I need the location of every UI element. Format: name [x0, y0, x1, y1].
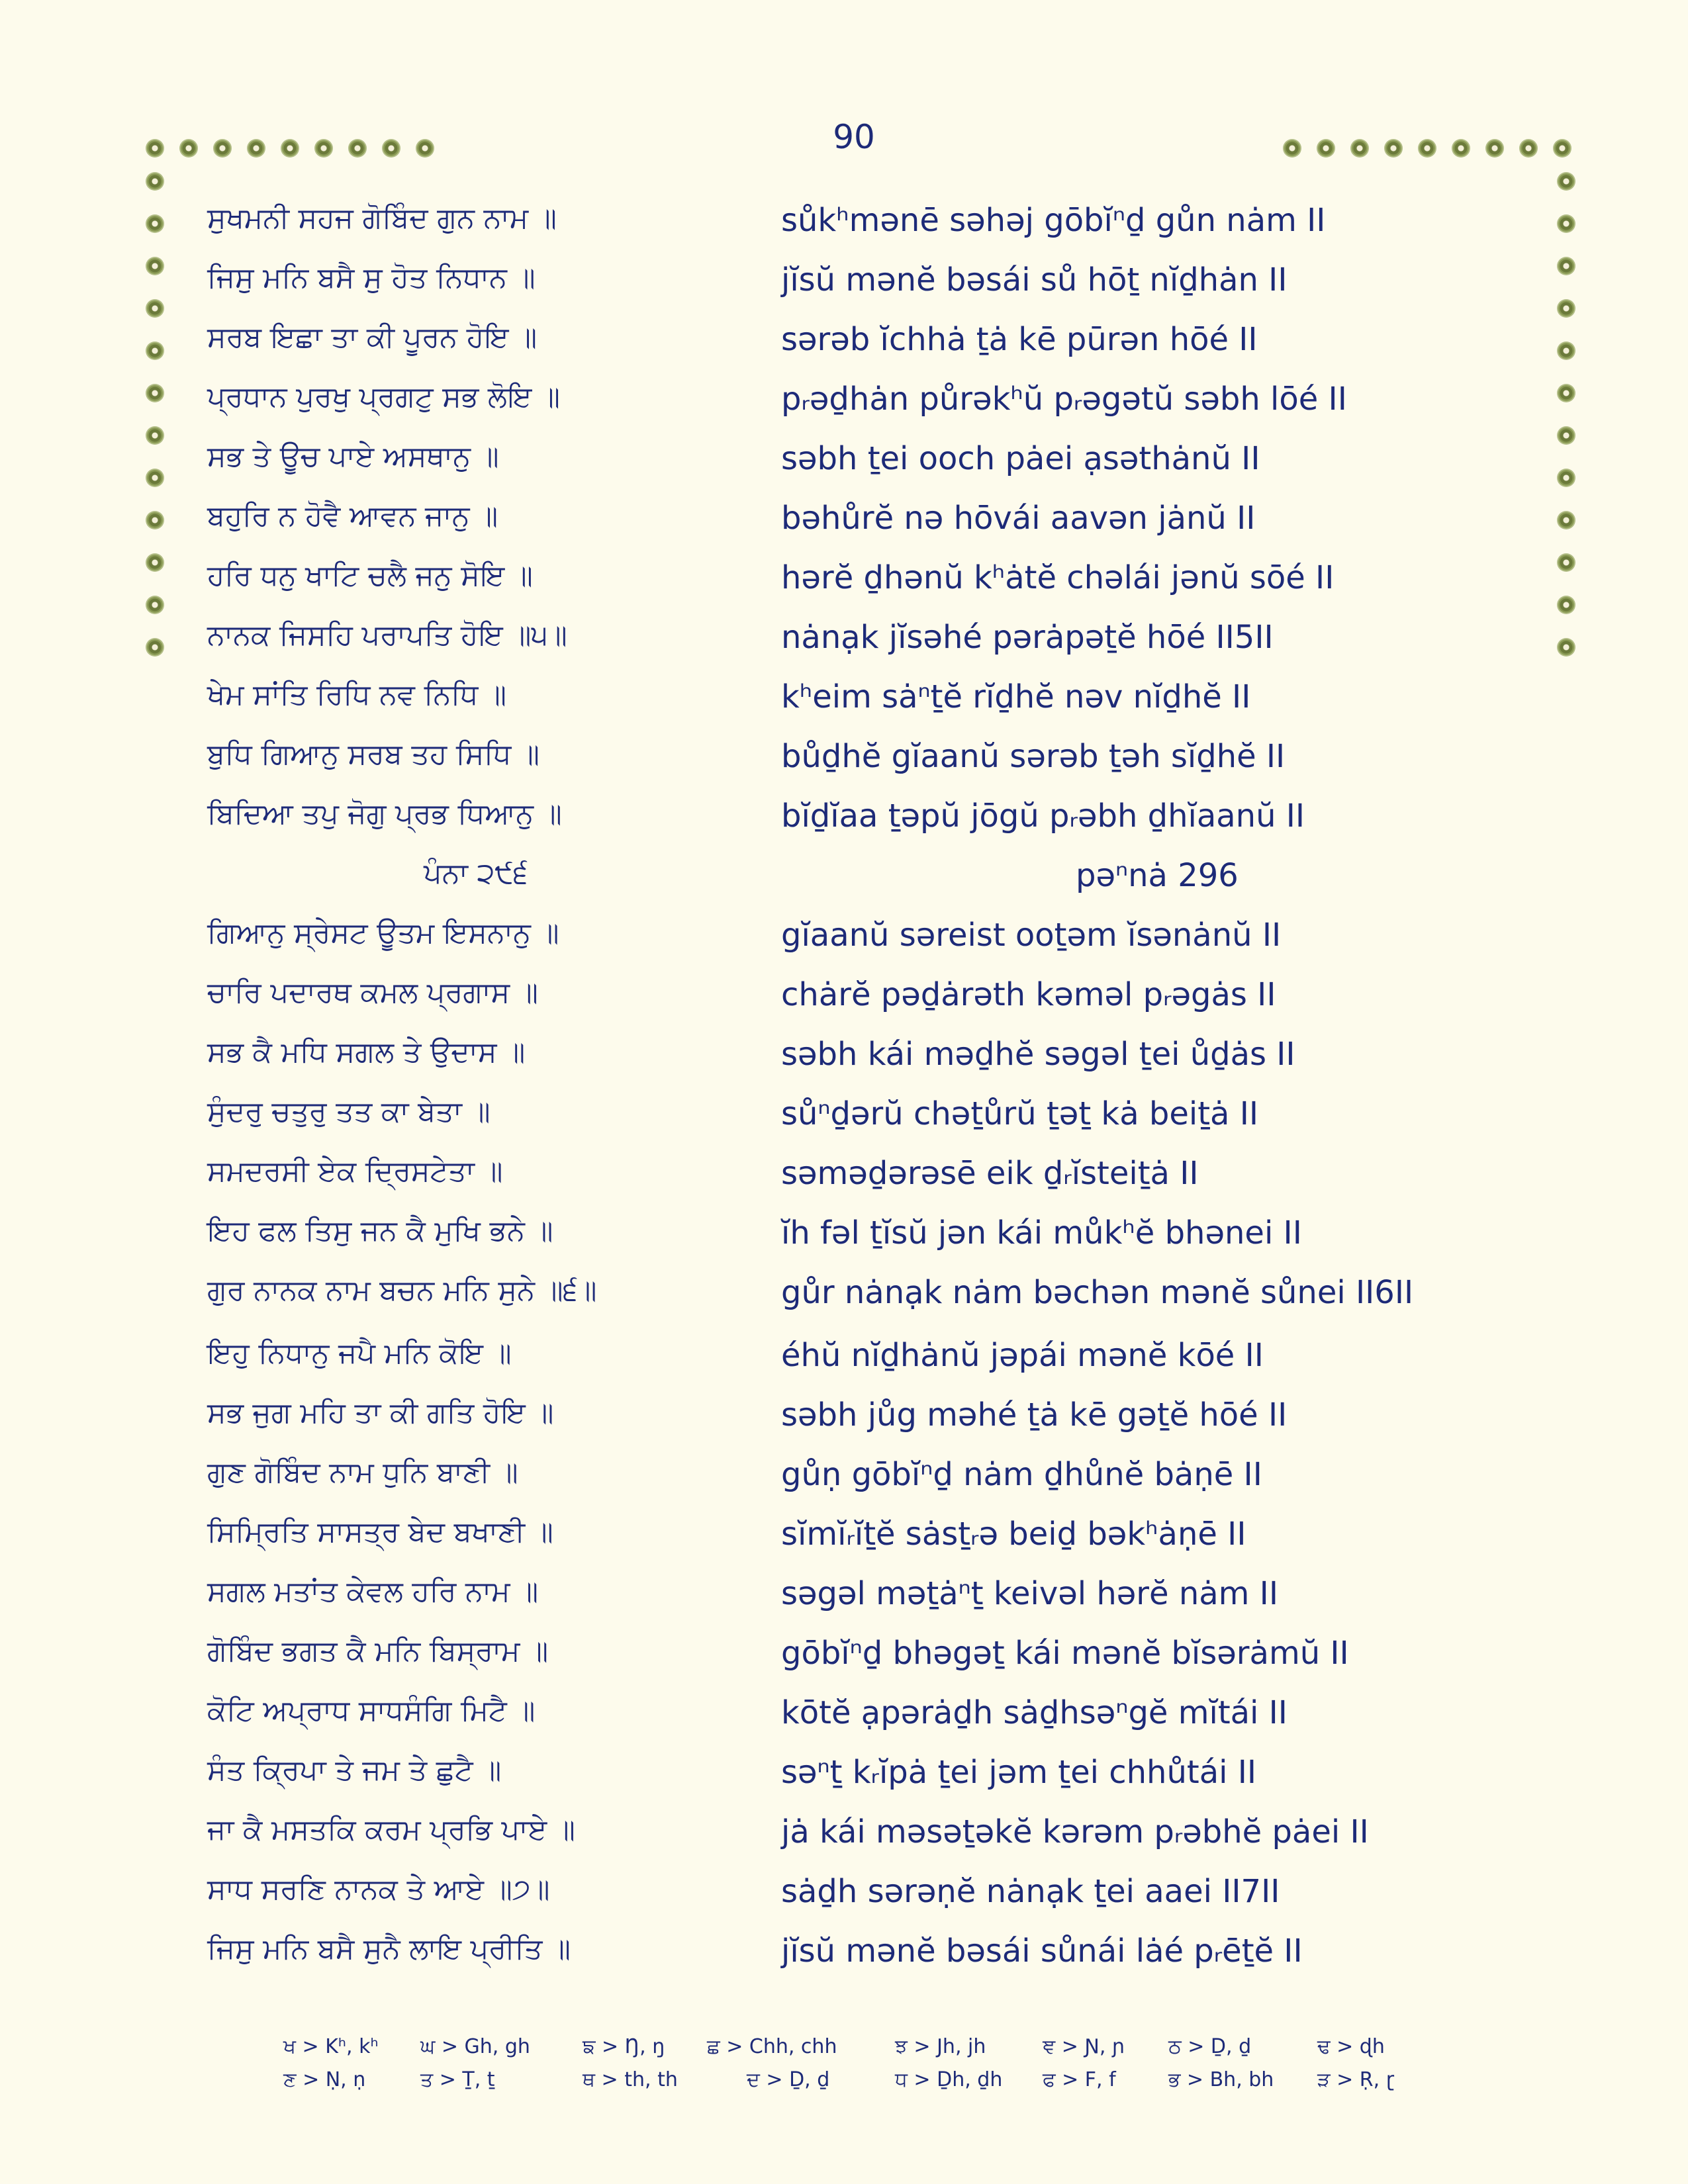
transliteration-text: pᵣəḏhȧn půrəkʰŭ pᵣəgətŭ səbh lōé II: [781, 381, 1347, 418]
transliteration-text: sərəb ĭchhȧ ṯȧ kē pūrən hōé II: [781, 321, 1258, 358]
verse-line: [0, 500, 1688, 553]
flower-ornament-icon: [1350, 139, 1369, 158]
transliteration-text: bůḏhĕ gĭaanŭ sərəb ṯəh sĭḏhĕ II: [781, 738, 1286, 775]
verse-line: [0, 1873, 1688, 1926]
gurmukhi-text: ਖੇਮ ਸਾਂਤਿ ਰਿਧਿ ਨਵ ਨਿਧਿ ॥: [207, 678, 506, 711]
gurmukhi-text: ਕੋਟਿ ਅਪ੍ਰਾਧ ਸਾਧਸੰਗਿ ਮਿਟੈ ॥: [207, 1694, 536, 1727]
verse-line: [0, 1694, 1688, 1747]
legend-item: ਘ > Gh, gh: [420, 2035, 530, 2058]
flower-ornament-icon: [1418, 139, 1436, 158]
flower-ornament-icon: [1557, 172, 1575, 191]
legend-item: ਙ > Ŋ, ŋ: [583, 2035, 665, 2058]
flower-ornament-icon: [247, 139, 265, 158]
flower-ornament-icon: [382, 139, 400, 158]
flower-ornament-icon: [1519, 139, 1538, 158]
legend-item: ਥ > th, th: [583, 2068, 678, 2091]
gurmukhi-text: ਸੁਖਮਨੀ ਸਹਜ ਗੋਬਿੰਦ ਗੁਨ ਨਾਮ ॥: [207, 202, 557, 235]
gurmukhi-text: ਬਹੁਰਿ ਨ ਹੋਵੈ ਆਵਨ ਜਾਨੁ ॥: [207, 500, 498, 533]
transliteration-text: bəhůrĕ nə hōvái aavən jȧnŭ II: [781, 500, 1256, 537]
legend-item: ਖ > Kʰ, kʰ: [283, 2035, 379, 2058]
transliteration-text: sůⁿḏərŭ chəṯůrŭ ṯəṯ kȧ beiṯȧ II: [781, 1095, 1259, 1132]
verse-line: [0, 1214, 1688, 1267]
transliteration-text: səbh kái məḏhĕ səgəl ṯei ůḏȧs II: [781, 1036, 1295, 1073]
flower-ornament-icon: [281, 139, 299, 158]
gurmukhi-text: ਨਾਨਕ ਜਿਸਹਿ ਪਰਾਪਤਿ ਹੋਇ ॥੫॥: [207, 619, 567, 652]
flower-ornament-icon: [348, 139, 367, 158]
flower-ornament-icon: [1283, 139, 1301, 158]
flower-ornament-icon: [1317, 139, 1335, 158]
flower-ornament-icon: [416, 139, 434, 158]
gurmukhi-text: ਸਗਲ ਮਤਾਂਤ ਕੇਵਲ ਹਰਿ ਨਾਮ ॥: [207, 1575, 539, 1608]
legend-item: ੜ > Ṛ, ɽ: [1317, 2068, 1395, 2091]
verse-line: [0, 559, 1688, 612]
verse-line: [0, 678, 1688, 731]
gurmukhi-text: ਸਰਬ ਇਛਾ ਤਾ ਕੀ ਪੂਰਨ ਹੋਇ ॥: [207, 321, 538, 354]
verse-line: [0, 1155, 1688, 1208]
gurmukhi-text: ਪ੍ਰਧਾਨ ਪੁਰਖੁ ਪ੍ਰਗਟੁ ਸਭ ਲੋਇ ॥: [207, 381, 560, 414]
flower-ornament-icon: [213, 139, 232, 158]
gurmukhi-text: ਜਿਸੁ ਮਨਿ ਬਸੈ ਸੁਨੈ ਲਾਇ ਪ੍ਰੀਤਿ ॥: [207, 1933, 571, 1966]
verse-line: [0, 797, 1688, 850]
verse-line: [0, 202, 1688, 255]
transliteration-text: səⁿṯ kᵣĭpȧ ṯei jəm ṯei chhůtái II: [781, 1754, 1257, 1791]
gurmukhi-text: ਗੁਰ ਨਾਨਕ ਨਾਮ ਬਚਨ ਮਨਿ ਸੁਨੇ ॥੬॥: [207, 1274, 597, 1307]
transliteration-text: chȧrĕ pəḏȧrəth kəməl pᵣəgȧs II: [781, 976, 1276, 1013]
transliteration-text: səbh jůg məhé ṯȧ kē gəṯĕ hōé II: [781, 1396, 1288, 1433]
transliteration-text: bĭḏĭaa ṯəpŭ jōgŭ pᵣəbh ḏhĭaanŭ II: [781, 797, 1305, 835]
gurmukhi-text: ਹਰਿ ਧਨੁ ਖਾਟਿ ਚਲੈ ਜਨੁ ਸੋਇ ॥: [207, 559, 533, 592]
verse-line: [0, 1933, 1688, 1985]
verse-line: [0, 381, 1688, 433]
flower-ornament-icon: [314, 139, 333, 158]
transliteration-text: səbh ṯei ooch pȧei ạsəthȧnŭ II: [781, 440, 1260, 477]
verse-line: [0, 1754, 1688, 1807]
gurmukhi-text: ਸੰਤ ਕ੍ਰਿਪਾ ਤੇ ਜਮ ਤੇ ਛੁਟੈ ॥: [207, 1754, 502, 1787]
verse-line: [0, 976, 1688, 1029]
transliteration-text: sůkʰmənē səhəj gōbĭⁿḏ gůn nȧm II: [781, 202, 1326, 239]
transliteration-text: sĭmĭᵣĭṯĕ sȧsṯᵣə beiḏ bəkʰȧṇē II: [781, 1516, 1246, 1553]
legend-item: ਣ > Ṇ, ṇ: [283, 2068, 366, 2091]
flower-ornament-icon: [146, 139, 164, 158]
legend-item: ਢ > ɖh: [1317, 2035, 1385, 2058]
flower-ornament-icon: [1384, 139, 1403, 158]
verse-line: [0, 321, 1688, 374]
gurmukhi-text: ਸੁੰਦਰੁ ਚਤੁਰੁ ਤਤ ਕਾ ਬੇਤਾ ॥: [207, 1095, 491, 1128]
transliteration-text: gůṇ gōbĭⁿḏ nȧm ḏhůnĕ bȧṇē II: [781, 1456, 1262, 1493]
legend-item: ਧ > Ḏh, ḏh: [895, 2068, 1003, 2091]
page-reference: [0, 857, 1688, 910]
gurmukhi-text: ਜਾ ਕੈ ਮਸਤਕਿ ਕਰਮ ਪ੍ਰਭਿ ਪਾਏ ॥: [207, 1813, 575, 1846]
verse-line: [0, 1635, 1688, 1688]
verse-line: [0, 1575, 1688, 1628]
transliteration-text: səməḏərəsē eik ḏᵣĭsteiṯȧ II: [781, 1155, 1199, 1192]
gurmukhi-text: ਸਿਮ੍ਰਿਤਿ ਸਾਸਤ੍ਰ ਬੇਦ ਬਖਾਣੀ ॥: [207, 1516, 553, 1549]
gurmukhi-text: ਸਮਦਰਸੀ ਏਕ ਦ੍ਰਿਸਟੇਤਾ ॥: [207, 1155, 503, 1188]
page-reference-gurmukhi: ਪੰਨਾ ੨੯੬: [424, 857, 528, 890]
gurmukhi-text: ਚਾਰਿ ਪਦਾਰਥ ਕਮਲ ਪ੍ਰਗਾਸ ॥: [207, 976, 538, 1009]
verse-line: [0, 1516, 1688, 1569]
ornament-border-top-left: [146, 139, 449, 158]
flower-ornament-icon: [1553, 139, 1571, 158]
verse-line: [0, 1813, 1688, 1866]
transliteration-text: jĭsŭ mənĕ bəsái sů hōṯ nĭḏhȧn II: [781, 261, 1288, 298]
verse-line: [0, 1396, 1688, 1449]
transliteration-text: sȧḏh sərəṇĕ nȧnạk ṯei aaei II7II: [781, 1873, 1280, 1910]
transliteration-text: jĭsŭ mənĕ bəsái sůnái lȧé pᵣēṯĕ II: [781, 1933, 1303, 1970]
gurmukhi-text: ਸਭ ਕੈ ਮਧਿ ਸਗਲ ਤੇ ਉਦਾਸ ॥: [207, 1036, 526, 1069]
flower-ornament-icon: [1485, 139, 1504, 158]
gurmukhi-text: ਇਹੁ ਨਿਧਾਨੁ ਜਪੈ ਮਨਿ ਕੋਇ ॥: [207, 1337, 512, 1370]
verse-line: [0, 1036, 1688, 1089]
legend-item: ਦ > Ḏ, ḏ: [747, 2068, 830, 2091]
verse-line: [0, 1456, 1688, 1509]
transliteration-text: jȧ kái məsəṯəkĕ kərəm pᵣəbhĕ pȧei II: [781, 1813, 1369, 1850]
flower-ornament-icon: [179, 139, 198, 158]
gurmukhi-text: ਸਭ ਜੁਗ ਮਹਿ ਤਾ ਕੀ ਗਤਿ ਹੋਇ ॥: [207, 1396, 554, 1430]
transliteration-text: gōbĭⁿḏ bhəgəṯ kái mənĕ bĭsərȧmŭ II: [781, 1635, 1349, 1672]
legend-item: ਛ > Chh, chh: [707, 2035, 837, 2058]
legend-item: ਤ > Ṯ, ṯ: [420, 2068, 495, 2091]
transliteration-text: éhŭ nĭḏhȧnŭ jəpái mənĕ kōé II: [781, 1337, 1264, 1374]
legend-item: ਫ > F, f: [1043, 2068, 1116, 2091]
transliteration-text: kōtĕ ạpərȧḏh sȧḏhsəⁿgĕ mĭtái II: [781, 1694, 1288, 1731]
verse-line: [0, 619, 1688, 672]
transliteration-text: nȧnạk jĭsəhé pərȧpəṯĕ hōé II5II: [781, 619, 1274, 656]
verse-line: [0, 1274, 1688, 1327]
verse-line: [0, 261, 1688, 314]
legend-item: ਝ > Jh, jh: [895, 2035, 986, 2058]
verse-line: [0, 1337, 1688, 1390]
gurmukhi-text: ਗਿਆਨੁ ਸ੍ਰੇਸਟ ਊਤਮ ਇਸਨਾਨੁ ॥: [207, 917, 559, 950]
gurmukhi-text: ਗੋਬਿੰਦ ਭਗਤ ਕੈ ਮਨਿ ਬਿਸ੍ਰਾਮ ॥: [207, 1635, 549, 1668]
flower-ornament-icon: [1452, 139, 1470, 158]
gurmukhi-text: ਬਿਦਿਆ ਤਪੁ ਜੋਗੁ ਪ੍ਰਭ ਧਿਆਨੁ ॥: [207, 797, 562, 831]
gurmukhi-text: ਬੁਧਿ ਗਿਆਨੁ ਸਰਬ ਤਹ ਸਿਧਿ ॥: [207, 738, 539, 771]
gurmukhi-text: ਸਾਧ ਸਰਣਿ ਨਾਨਕ ਤੇ ਆਏ ॥੭॥: [207, 1873, 550, 1906]
page-number: 90: [833, 118, 875, 156]
verse-line: [0, 1095, 1688, 1148]
verse-line: [0, 738, 1688, 791]
transliteration-text: səgəl məṯȧⁿṯ keivəl hərĕ nȧm II: [781, 1575, 1278, 1612]
transliteration-text: gĭaanŭ səreist ooṯəm ĭsənȧnŭ II: [781, 917, 1282, 954]
transliteration-text: kʰeim sȧⁿṯĕ rĭḏhĕ nəv nĭḏhĕ II: [781, 678, 1251, 715]
legend-item: ਠ > Ḏ, ḏ: [1168, 2035, 1252, 2058]
legend-item: ਞ > Ɲ, ɲ: [1043, 2035, 1125, 2058]
gurmukhi-text: ਇਹ ਫਲ ਤਿਸੁ ਜਨ ਕੈ ਮੁਖਿ ਭਨੇ ॥: [207, 1214, 553, 1248]
gurmukhi-text: ਗੁਣ ਗੋਬਿੰਦ ਨਾਮ ਧੁਨਿ ਬਾਣੀ ॥: [207, 1456, 518, 1489]
legend-item: ਭ > Bh, bh: [1168, 2068, 1274, 2091]
transliteration-text: ĭh fəl ṯĭsŭ jən kái můkʰĕ bhənei II: [781, 1214, 1302, 1251]
verse-line: [0, 917, 1688, 970]
page-reference-transliteration: pəⁿnȧ 296: [1076, 857, 1239, 894]
ornament-border-top-right: [1283, 139, 1587, 158]
flower-ornament-icon: [146, 172, 164, 191]
gurmukhi-text: ਸਭ ਤੇ ਊਚ ਪਾਏ ਅਸਥਾਨੁ ॥: [207, 440, 499, 473]
transliteration-text: gůr nȧnạk nȧm bəchən mənĕ sůnei II6II: [781, 1274, 1414, 1311]
transliteration-text: hərĕ ḏhənŭ kʰȧtĕ chəlái jənŭ sōé II: [781, 559, 1335, 596]
gurmukhi-text: ਜਿਸੁ ਮਨਿ ਬਸੈ ਸੁ ਹੋਤ ਨਿਧਾਨ ॥: [207, 261, 536, 295]
verse-line: [0, 440, 1688, 493]
